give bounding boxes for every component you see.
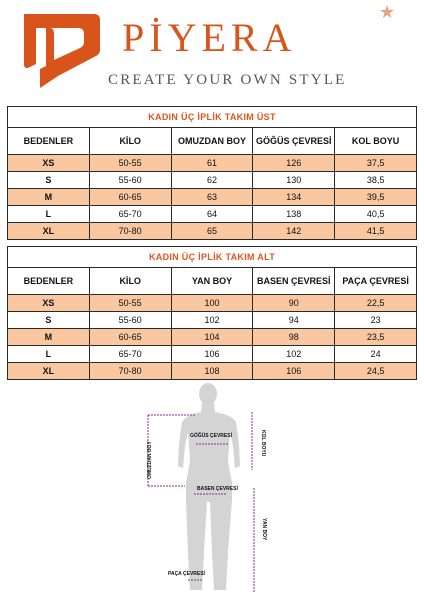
column-header: GÖĞÜS ÇEVRESİ [253, 128, 335, 155]
table-cell: 62 [171, 172, 253, 189]
table-cell: 134 [253, 189, 335, 206]
table-cell: 63 [171, 189, 253, 206]
column-header: BASEN ÇEVRESİ [253, 268, 335, 295]
table-cell: 23,5 [335, 329, 417, 346]
table-cell: 24 [335, 346, 417, 363]
basen-cevresi-label: BASEN ÇEVRESİ [197, 486, 238, 492]
table-cell: 70-80 [89, 223, 171, 240]
table-row [8, 189, 417, 206]
body-measurement-figure [140, 382, 275, 597]
table-cell: 100 [171, 295, 253, 312]
table-cell: 41,5 [335, 223, 417, 240]
column-header: KOL BOYU [335, 128, 417, 155]
yan-boy-label: YAN BOY [261, 518, 267, 541]
table-row [8, 312, 417, 329]
brand-name: PİYERA [122, 15, 297, 60]
table-row [8, 363, 417, 380]
size-cell: M [8, 189, 90, 206]
table-cell: 64 [171, 206, 253, 223]
table-cell: 40,5 [335, 206, 417, 223]
gogus-cevresi-label: GÖĞÜS ÇEVRESİ [190, 433, 232, 439]
size-cell: L [8, 206, 90, 223]
table-cell: 106 [171, 346, 253, 363]
table-cell: 138 [253, 206, 335, 223]
table-cell: 90 [253, 295, 335, 312]
table-row [8, 346, 417, 363]
size-cell: L [8, 346, 90, 363]
column-header: BEDENLER [8, 268, 90, 295]
table-cell: 55-60 [89, 172, 171, 189]
table-cell: 65-70 [89, 346, 171, 363]
table-cell: 22,5 [335, 295, 417, 312]
table-cell: 61 [171, 155, 253, 172]
table-cell: 39,5 [335, 189, 417, 206]
table-row [8, 329, 417, 346]
table-cell: 55-60 [89, 312, 171, 329]
table-cell: 104 [171, 329, 253, 346]
column-header: PAÇA ÇEVRESİ [335, 268, 417, 295]
table-cell: 24,5 [335, 363, 417, 380]
table-cell: 37,5 [335, 155, 417, 172]
table-row [8, 155, 417, 172]
size-table-bottom [7, 246, 417, 380]
star-icon: ★ [379, 2, 396, 22]
table-cell: 94 [253, 312, 335, 329]
table-cell: 126 [253, 155, 335, 172]
table-cell: 70-80 [89, 363, 171, 380]
brand-slogan: CREATE YOUR OWN STYLE [108, 72, 347, 88]
table-cell: 142 [253, 223, 335, 240]
brand-logo-icon [14, 10, 104, 92]
table-cell: 102 [253, 346, 335, 363]
size-table-top [7, 106, 417, 240]
table-cell: 50-55 [89, 155, 171, 172]
kol-boyu-label: KOL BOYU [260, 430, 266, 457]
table-cell: 60-65 [89, 329, 171, 346]
size-cell: M [8, 329, 90, 346]
table-cell: 65-70 [89, 206, 171, 223]
size-cell: XS [8, 155, 90, 172]
table-cell: 38,5 [335, 172, 417, 189]
table-cell: 98 [253, 329, 335, 346]
table-cell: 106 [253, 363, 335, 380]
column-header: BEDENLER [8, 128, 90, 155]
column-header: OMUZDAN BOY [171, 128, 253, 155]
table-row [8, 223, 417, 240]
column-header: KİLO [89, 268, 171, 295]
table-cell: 50-55 [89, 295, 171, 312]
table-cell: 23 [335, 312, 417, 329]
table-title: KADIN ÜÇ İPLİK TAKIM ÜST [8, 107, 417, 128]
size-cell: XL [8, 363, 90, 380]
column-header: YAN BOY [171, 268, 253, 295]
size-cell: S [8, 172, 90, 189]
paca-cevresi-label: PAÇA ÇEVRESİ [168, 571, 205, 577]
omuzdan-boy-label: OMUZDAN BOY [147, 441, 153, 479]
size-cell: XS [8, 295, 90, 312]
table-cell: 60-65 [89, 189, 171, 206]
size-cell: S [8, 312, 90, 329]
column-header: KİLO [89, 128, 171, 155]
table-title: KADIN ÜÇ İPLİK TAKIM ALT [8, 247, 417, 268]
table-row [8, 172, 417, 189]
size-cell: XL [8, 223, 90, 240]
table-cell: 108 [171, 363, 253, 380]
table-cell: 65 [171, 223, 253, 240]
table-row [8, 295, 417, 312]
table-row [8, 206, 417, 223]
table-cell: 130 [253, 172, 335, 189]
table-cell: 102 [171, 312, 253, 329]
